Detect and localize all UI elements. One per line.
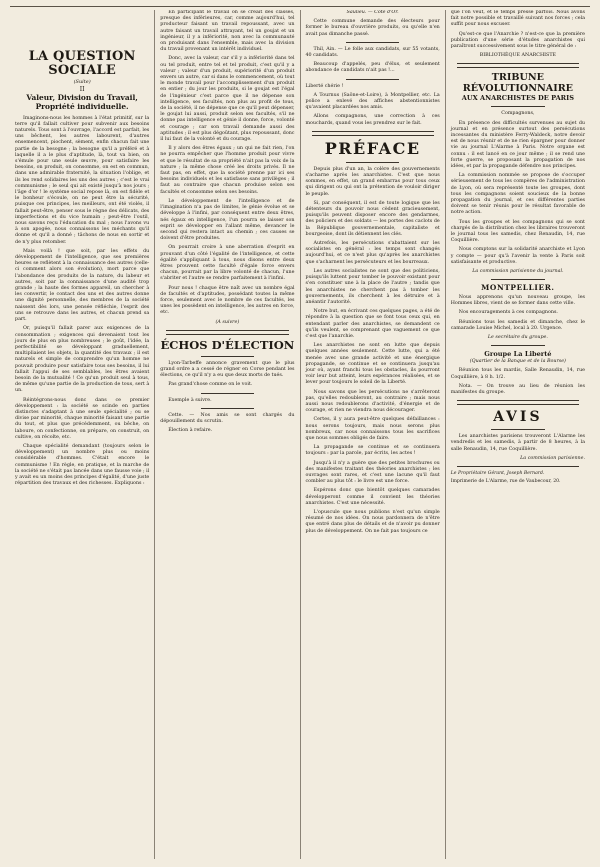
- article-paragraph: Donc, avec la valeur, car s'il y a infériorité dans tel ou tel produit, entre tel et tel produit, c'est qu'il y a valeur ; valeur d'un produit, supériorité d'un produit envers un autre, car si dans le commencement, où tout le monde travail pour l'accomplissement d'un produit en entier ; du jour les produits, si le goujat est l'égal de l'ingénieur c'est parce que il ne dépense son intelligence, ses facultés, non plus au profit de tous, de la société, il ne dépense que ce qu'il peut dépenser, le goujat lui aussi, produit selon ses facultés, s'il ne donne pas intelligence et génie il donne, force, volonté et courage ; car son travail demande aussi des aptitudes ; il est plus dégoûtant, plus repoussant, donc il lui faut de la volonté et du courage.: [160, 56, 295, 143]
- article-suite: (Suite): [73, 79, 91, 85]
- column-1: [10, 10, 154, 859]
- groupe-subheading: (Quartier de la Banque et de la Bourse): [469, 359, 566, 365]
- groupe-heading: Groupe La Liberté: [484, 350, 552, 359]
- echos-heading: ÉCHOS D'ÉLECTION: [160, 337, 295, 352]
- to-be-continued: (A suivre): [215, 319, 240, 325]
- echos-paragraph: Allons compagnons, une correction à ces mouchards, quand vous les prendrez sur le fait.: [305, 114, 440, 126]
- short-rule: [491, 429, 545, 430]
- tribune-paragraph: Tous les groupes et les compagnons qui se sont chargés de la distribution chez les libraires trouveront le journal tous les samedis, chez Renaudin, 14, rue Coquillière.: [450, 219, 585, 244]
- tribune-paragraph: Nous comptons sur la solidarité anarchiste et Lyon y compte — pour qu'à l'avenir la vente à Paris soit satisfaisante et productive.: [450, 247, 585, 265]
- article-paragraph: Or, puisqu'il fallait parer aux exigences de la consommation ; exigences qui devenaient tout les jours de plus en plus nombreuses ; le goût, l'idée, la perfectibilité se développant graduellement, multipliaient les objets, la quantité des travaux ; il est naturels et simple de comprendre qu'un homme ne pouvait produire pour satisfaire tous ses besoins, il lui fallait l'appui de ses semblables, les êtres avaient besoin de la mutualité ! Ce qu'un produit seul à tous, de même qu'une partie de la production de tous, sert à un.: [15, 326, 150, 394]
- preface-paragraph: Notre but, en écrivant ces quelques pages, a été de répondre à la question que se font tous ceux qui, en entendant parler des anarchistes, se demandent ce qu'ils veulent, se comprenant que vaguement ce que c'est que l'anarchie.: [305, 309, 440, 339]
- short-rule: [201, 408, 255, 409]
- preface-paragraph: Autrefois, les persécutions s'abattaient sur les socialistes en général : les temps sont changés aujourd'hui, et ce n'est plus qu'après les anarchistes que s'acharnent les persécuteurs et les bourreaux.: [305, 241, 440, 265]
- section-divider: [457, 400, 579, 405]
- preface-paragraph: La propagande se continue et se continuera toujours : par la parole, par écrits, les actes !: [305, 445, 440, 457]
- notice-paragraph: Nota. — On trouve au lieu de réunion les manifestes du groupe.: [450, 383, 585, 395]
- preface-paragraph: Espérons donc que bientôt quelques camarades développeront comme il convient les théories anarchistes. C'est une nécessité.: [305, 488, 440, 506]
- printer-line: Imprimerie de L'Alarme, rue de Vaubecour, 20.: [450, 478, 561, 484]
- preface-paragraph: Certes, il y aura peut-être quelques défaillances : nous serons toujours, mais nous serons plus nombreux, car nous connaissons tous les sacrifices que nous sommes obligés de faire.: [305, 417, 440, 441]
- article-paragraph: Chaque spécialité demandant (toujours selon le développement) un nombre plus ou moins considérable d'hommes. C'était encore le communisme ! En règle, en pratique, et la marche de la société ne s'était pas lancée dans une fausse voie ; il y avait eu un moins des principes d'égalité, d'une juste répartition des travaux et des richesses. Expliquons :: [15, 443, 150, 487]
- tribune-paragraph: La commission nommée se propose de s'occuper sérieusement de tous les compères de l'administration de Lyon, où sera représenté toute les groupes, dont tous les compagnons soient soucieux de la bonne propagation du journal, et ces différentes parties doivent se tenir réunis pour le résultat favorable de notre action.: [450, 173, 585, 216]
- article-paragraph: Le développement de l'intelligence et de l'imagination n'a pas de limites, le génie évolue et se développe à l'infini, par conséquent entre deux êtres, nés égaux en intelligence, l'un pourra se laisser son esprit se développer en l'allant même, devancer le second qui restera intact au chemin ; ces causes se doivent d'être produites.: [160, 198, 295, 242]
- echos-paragraph: Cette commune demande des électeurs pour former le bureau d'ouvrière produits, ou qu'elle n'en avait pas dimanche passé.: [305, 19, 440, 37]
- notice-paragraph: Nous apprenons qu'un nouveau groupe, les Hommes libres, vient de se former dans cette ville.: [450, 294, 585, 307]
- notice-paragraph: Réunions tous les samedis et dimanche, chez le camarade Louise Michel, local à 20. Urgence.: [450, 319, 585, 331]
- echos-paragraph: Liberté chérie !: [305, 83, 344, 89]
- echos-paragraph: Pas grand'chose comme on le voit.: [168, 382, 253, 388]
- section-divider: [457, 63, 579, 68]
- tribune-heading: TRIBUNE RÉVOLUTIONNAIRE: [462, 72, 573, 95]
- short-rule: [201, 393, 255, 394]
- short-rule: [201, 356, 255, 357]
- short-rule: [346, 79, 400, 80]
- salutation: Compagnons,: [501, 111, 535, 117]
- publisher-line: Le Propriétaire Gérant, Joseph Bernard.: [450, 470, 545, 476]
- preface-paragraph: Nous savons que les persécutions ne s'arrêteront pas, qu'elles redoubleront, au contraire ; mais nous aussi nous redoublerons d'activité, d'énergie et de courage, et rien ne viendra nous décourager.: [305, 389, 440, 414]
- echos-paragraph: Cette. — Nos amis se sont chargés du dépouillement du scrutin.: [160, 412, 295, 424]
- signature: La commission parisienne.: [520, 455, 585, 461]
- echos-paragraph: A Tournus (Saône-et-Loire), à Montpellier, etc. La police a enlevé des affiches abstentionnistes qu'avaient placardées nos amis.: [305, 92, 440, 111]
- echos-place: Saulieu. — Côte d'Or.: [346, 10, 399, 15]
- preface-paragraph: Si, par conséquent, il est de toute logique que les détenteurs du pouvoir nous cèdent gracieusement, puisqu'ils peuvent disposer encore des gendarmes, des policiers et des soldats — les portes des caclots de la République gouvernementale, capitaliste et bourgeoise, dont ils détiennent les clés.: [305, 200, 440, 237]
- avis-heading: AVIS: [493, 409, 543, 426]
- article-paragraph: Il y alors des êtres égaux ; un qui ne fait rien, l'on ne pourra empêcher que l'homme produit pour vivre et que le résultat de sa propriété n'ait pas la voix de la nature ; la même chose créé les droits privés. Il ne faut pas, en effet, que la société prenne par ici ses besoins individuels et les satisfasse sans privilèges ; il faut au contraire que chacun produise selon ses facultés et consomme selon ses besoins.: [160, 146, 295, 195]
- article-paragraph: En participant le travail on se créait des classes, presque des inférieures, car, comme aujourd'hui, tel producteur faisant un travail repoussant, avec un autre faisant un travail attrayant, tel un goujat et un ingénieur, il y a infériorité, non avec la communauté on produisant dans l'ensemble, mais avec la division du travail provenant un intérêt individuel.: [160, 10, 295, 53]
- column-3: [300, 10, 445, 859]
- section-divider: [166, 330, 288, 335]
- tribune-paragraph: En présence des difficultés survenues au sujet du journal et en présence surtout des persécutions incessantes du ministère Ferry-Waldeck, notre devoir est de nous réunir et de ne rien épargner pour donner vie au journal L'Alarme à Paris. Notre organe est connu : il est lancé en ce jour même ; il se rend une forte guerre, se proposant la propagation de nos idées, et par la propagande défendre nos principes.: [450, 120, 585, 170]
- section-divider: [312, 131, 434, 136]
- signature: Le secrétaire du groupe.: [487, 334, 548, 340]
- article-numeral: II: [79, 86, 85, 93]
- preface-paragraph: Les autres socialistes ne sont que des politiciens, puisqu'ils luttent pour tomber le pouvoir existant pour s'en constituer une à la place de l'autre ; tandis que les anarchistes ne cherchent pas à tomber les gouvernements, ils cherchent à les détruire et à anéantir l'autorité.: [305, 268, 440, 305]
- short-rule: [491, 345, 545, 346]
- notice-paragraph: Nos encouragements à ces compagnons.: [458, 310, 558, 316]
- article-title: LA QUESTION SOCIALE: [28, 49, 136, 78]
- article-paragraph: On pourrait croire à une aberration d'esprit en prouvant d'un côté l'égalité de l'intelligence, et cette égalité s'appliquant à tous, nous disons entre deux êtres prouvent cette faculté d'égale force envers chacun, pourrait par la libre volonté de chacun, l'une s'abriter et l'autre se rendre parfaitement à l'infini.: [160, 245, 295, 282]
- article-paragraph: Mais voilà ! que soit, par les effets du développement de l'intelligence, que ses premières heures se reflètent à la connaissance des autres (celle-ci comment alors son évolution), mort parce que l'abondance des produits de la nature, du labeur et autres, soit par la connaissance d'une audité trop grande ; la haute des formes appareil, un chercher à les convertir, le contact des uns et des autres donne une dignité personnelle, des membres de la société naissent dès lors, une pensée réfléchie, l'esprit des uns se retrouve dans les autres, et chacun prend sa part.: [15, 248, 150, 323]
- article-subtitle: Valeur, Division du Travail, Propriété individuelle.: [26, 93, 138, 111]
- echos-paragraph: Exemple à suivre.: [168, 397, 212, 403]
- echos-paragraph: Thil, Ain. — Le folle aux candidats, sur 55 votants, 40 candidats.: [305, 46, 440, 59]
- article-paragraph: Pour nous ! chaque être naît avec un nombre égal de facultés et d'aptitudes, possédant toutes la même force, seulement avec le nombre de ces facultés, les unes les possèdent en intelligence, les autres en force, etc.: [160, 285, 295, 316]
- notice-paragraph: Les anarchistes parisiens trouveront L'Alarme les vendredis et les samedis, à partir de 8 heures, à la salle Renaudin, 14, rue Coquillière.: [450, 434, 585, 452]
- echos-paragraph: Élection à refaire.: [168, 428, 213, 434]
- short-rule: [346, 42, 400, 43]
- footer-rule: [457, 466, 579, 467]
- montpellier-heading: MONTPELLIER.: [481, 283, 555, 293]
- preface-paragraph: L'opuscule que nous publions n'est qu'un simple résumé de nos idées. On nous pardonnera de n'être que entré dans plus de détails et de n'avoir pu donner plus de développement. On ne fait pas toujours ce: [305, 510, 440, 534]
- preface-paragraph: que l'on veut, et le temps presse parfois. Nous avons fait notre possible et travaillé suivant nos forces ; cela suffit pour nous excuser.: [450, 10, 585, 28]
- preface-paragraph: Qu'est-ce que l'Anarchie ? n'est-ce que la première publication d'une série d'études anarchistes qui paraîtront successivement sous le titre général de :: [450, 31, 585, 50]
- short-rule: [491, 106, 545, 107]
- tribune-subheading: AUX ANARCHISTES DE PARIS: [461, 94, 575, 103]
- short-rule: [346, 162, 400, 163]
- echos-paragraph: Beaucoup d'appelés, peu d'élus, et seulement abondance de candidats n'ait pas !...: [305, 62, 440, 74]
- short-rule: [491, 279, 545, 280]
- notice-paragraph: Réunion tous les mardis, Salle Renaudin, 14, rue Coquillière, à 8 h. 1/2.: [450, 368, 585, 380]
- preface-paragraph: Jusqu'à il n'y a guère que des petites brochures ou des manifestes traitant des théories anarchistes ; les ouvrages sont rares, et c'est une lacune qu'il faut combler au plus tôt : le livre est une force.: [305, 460, 440, 485]
- article-paragraph: Imaginons-nous les hommes à l'état primitif, sur la terre qu'il fallait cultiver pour subvenir aux besoins naturels. Tous sont à l'ouvrage, l'accord est parfait, les uns bêchent, les autres labourent, d'autres ensemencent, piochent, sèment, enfin chacun fait une partie de la besogne ; la besogne qu'il a préféré et à laquelle il a le plus d'aptitude, là, tout va bien, on s'émule pour une seule œuvre, pour satisfaire les besoins, on produit, on consomme, on est en commun, dans une admirable fraternité, la situation l'oblige, et ils les rend solidaires les uns des autres ; c'est le vrai communisme ; le seul qui ait existé jusqu'à nos jours ; l'âge d'or ! le système social repose là, on est fidèle et le bonheur s'écoule, on ne peut être la sécurité, puisque ces principes, les meilleurs, ont été violés, il fallait peut-être, penser sous le règne des délicats, des imperfections et du vice humain ; peut-être l'outil, nous savons reçu l'éducation du mal ; nous l'avons vu à son apogée, nous connaissons les méchants qu'il donne et qu'il a donné ; tâchons de nous en sortir et de n'y plus retomber.: [15, 115, 150, 245]
- echos-paragraph: Lyon-Tarbeffe annonce gravement que le plus grand ordre a a cessé de régner en Corse pendant les élections, ce qu'il n'y a eu que deux morts de tués.: [160, 360, 295, 379]
- signature: La commission parisienne du journal.: [472, 269, 564, 275]
- preface-paragraph: Les anarchistes ne sont en lutte que depuis quelques années seulement. Cette lutte, qui a été menée avec une grande activité et une énergique propagande, se continue et se continuera jusqu'au jour où, ayant franchi tous les obstacles, ils pourront voir leur but atteint, leurs espérances réalisées, et se lever pour toujours le soleil de la Liberté.: [305, 343, 440, 386]
- preface-heading: PRÉFACE: [324, 138, 421, 158]
- library-name: BIBLIOTHÈQUE ANARCHISTE: [479, 53, 557, 59]
- top-rule: [10, 6, 590, 7]
- article-paragraph: Réintégrons-nous donc dans ce premier développement : la société se scinde en parties distinctes s'adaptant à une seule spécialité ; ou se divise par minorité, chaque minorité faisant une partie du tout, et plus que précédemment, ou bêche, on laboure, on confectionne, on prépare, on construit, on cultive, on récolte, etc.: [15, 397, 150, 440]
- column-2: [154, 10, 299, 859]
- column-4: [445, 10, 590, 859]
- preface-paragraph: Depuis plus d'un an, la colère des gouvernements s'acharne après les anarchistes. C'est que nous sommes, en effet, un grand embarras pour tous ceux qui dirigent ou qui ont la prétention de vouloir diriger le peuple.: [305, 166, 440, 197]
